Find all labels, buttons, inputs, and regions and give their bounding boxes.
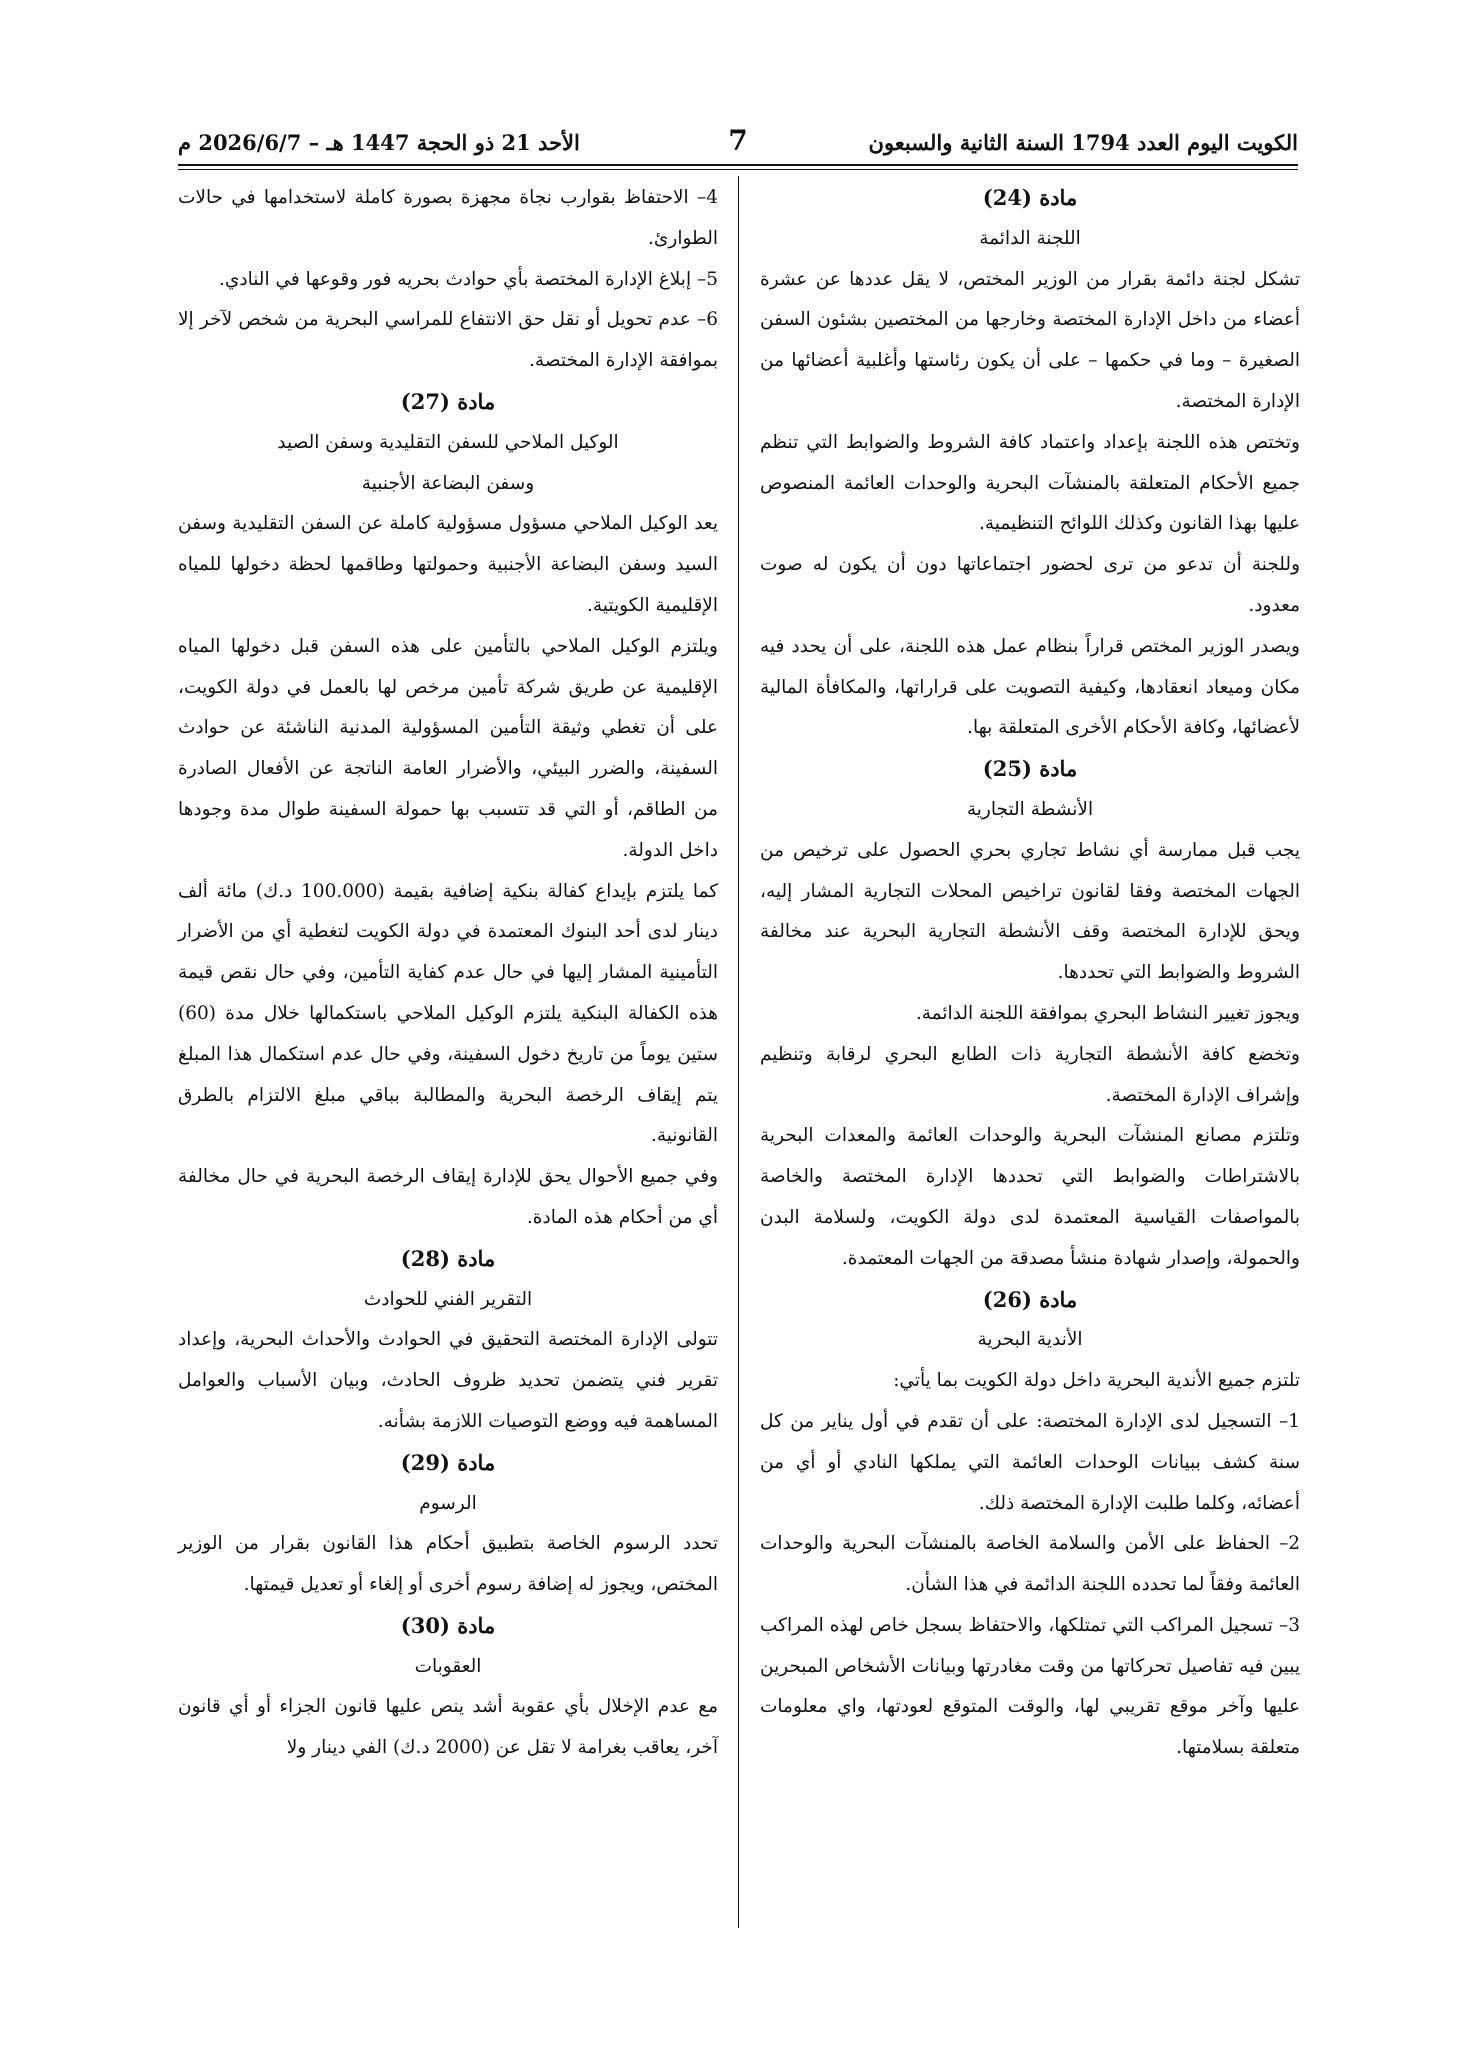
paragraph: ويجوز تغيير النشاط البحري بموافقة اللجنة الدائمة.	[915, 1002, 1300, 1024]
paragraph: وتخضع كافة الأنشطة التجارية ذات الطابع البحري لرقابة وتنظيم وإشراف الإدارة المختصة.	[760, 1043, 1300, 1106]
article-title: التقرير الفني للحوادث	[363, 1288, 533, 1310]
article-title: وسفن البضاعة الأجنبية	[361, 472, 535, 494]
issue-date: الأحد 21 ذو الحجة 1447 هـ – 2026/6/7 م	[178, 130, 580, 155]
paragraph: يجب قبل ممارسة أي نشاط تجاري بحري الحصول على ترخيص من الجهات المختصة وفقا لقانون تراخيص المحلات التجارية المشار إليه، ويحق للإدارة المختصة وقف الأنشطة التجارية البحرية عند مخالفة الشروط والضوابط التي تحددها.	[760, 839, 1300, 984]
page-number: 7	[728, 124, 748, 157]
article-title: العقوبات	[414, 1655, 482, 1677]
paragraph: مع عدم الإخلال بأي عقوبة أشد ينص عليها قانون الجزاء أو أي قانون آخر، يعاقب بغرامة لا تقل عن (2000 د.ك) الفي دينار ولا	[178, 1696, 718, 1759]
article-heading: مادة (24)	[982, 185, 1078, 210]
paragraph: وتختص هذه اللجنة بإعداد واعتماد كافة الشروط والضوابط التي تنظم جميع الأحكام المتعلقة بالمنشآت البحرية والوحدات العائمة المنصوص عليها بهذا القانون وكذلك اللوائح التنظيمية.	[760, 431, 1300, 535]
paragraph: ويصدر الوزير المختص قراراً بنظام عمل هذه اللجنة، على أن يحدد فيه مكان وميعاد انعقادها، وكيفية التصويت على قراراتها، والمكافأة المالية لأعضائها، وكافة الأحكام الأخرى المتعلقة بها.	[760, 635, 1300, 739]
paragraph: 3– تسجيل المراكب التي تمتلكها، والاحتفاظ بسجل خاص لهذه المراكب يبين فيه تفاصيل تحركاتها من وقت مغادرتها وبيانات الأشخاص المبحرين عليها وآخر موقع تقريبي لها، والوقت المتوقع لعودتها، واي معلومات متعلقة بسلامتها.	[760, 1614, 1300, 1759]
article-heading: مادة (27)	[400, 388, 496, 414]
article-heading: مادة (26)	[982, 1286, 1078, 1312]
paragraph: تتولى الإدارة المختصة التحقيق في الحوادث والأحداث البحرية، وإعداد تقرير فني يتضمن تحديد ظروف الحادث، وبيان الأسباب والعوامل المساهمة فيه ووضع التوصيات اللازمة بشأنه.	[178, 1329, 718, 1432]
paragraph: 6– عدم تحويل أو نقل حق الانتفاع للمراسي البحرية من شخص لآخر إلا بموافقة الإدارة المختصة.	[178, 309, 718, 372]
header-divider-thin	[178, 169, 1298, 170]
article-title: الوكيل الملاحي للسفن التقليدية وسفن الصيد	[277, 431, 619, 453]
article-heading: مادة (28)	[400, 1245, 496, 1271]
article-heading: مادة (29)	[400, 1449, 496, 1475]
article-title: اللجنة الدائمة	[979, 227, 1081, 249]
column-divider	[738, 176, 739, 1928]
paragraph: وللجنة أن تدعو من ترى لحضور اجتماعاتها دون أن يكون له صوت معدود.	[760, 554, 1300, 616]
paragraph: تلتزم جميع الأندية البحرية داخل دولة الكويت بما يأتي:	[893, 1370, 1300, 1392]
gazette-issue-info: الكويت اليوم العدد 1794 السنة الثانية والسبعون	[868, 130, 1298, 155]
article-title: الأندية البحرية	[977, 1329, 1083, 1351]
article-title: الأنشطة التجارية	[966, 798, 1094, 820]
right-column	[760, 178, 1300, 1769]
paragraph: تشكل لجنة دائمة بقرار من الوزير المختص، لا يقل عددها عن عشرة أعضاء من داخل الإدارة المختصة وخارجها من المختصين بشئون السفن الصغيرة – وما في حكمها – على أن يكون رئاستها وأغلبية أعضائها من الإدارة المختصة.	[760, 268, 1300, 412]
paragraph: وتلتزم مصانع المنشآت البحرية والوحدات العائمة والمعدات البحرية بالاشتراطات والضوابط التي تحددها الإدارة المختصة والخاصة بالمواصفات القياسية المعتمدة لدى دولة الكويت، ولسلامة البدن والحمولة، وإصدار شهادة منشأ مصدقة من الجهات المعتمدة.	[760, 1125, 1300, 1269]
paragraph: وفي جميع الأحوال يحق للإدارة إيقاف الرخصة البحرية في حال مخالفة أي من أحكام هذه المادة.	[178, 1166, 718, 1228]
paragraph: 2– الحفاظ على الأمن والسلامة الخاصة بالمنشآت البحرية والوحدات العائمة وفقاً لما تحدده اللجنة الدائمة في هذا الشأن.	[760, 1533, 1300, 1596]
paragraph: 5– إبلاغ الإدارة المختصة بأي حوادث بحريه فور وقوعها في النادي.	[218, 268, 718, 290]
paragraph: يعد الوكيل الملاحي مسؤول مسؤولية كاملة عن السفن التقليدية وسفن السيد وسفن البضاعة الأجنبية وحمولتها وطاقمها لحظة دخولها للمياه الإقليمية الكويتية.	[178, 513, 718, 616]
paragraph: 1– التسجيل لدى الإدارة المختصة: على أن تقدم في أول يناير من كل سنة كشف ببيانات الوحدات العائمة التي يملكها النادي أو أي من أعضائه، وكلما طلبت الإدارة المختصة ذلك.	[760, 1410, 1300, 1514]
paragraph: 4– الاحتفاظ بقوارب نجاة مجهزة بصورة كاملة لاستخدامها في حالات الطوارئ.	[178, 187, 718, 249]
page-header	[178, 122, 1298, 160]
header-divider	[178, 164, 1298, 166]
article-heading: مادة (25)	[982, 756, 1078, 782]
left-column	[178, 178, 718, 1769]
paragraph: تحدد الرسوم الخاصة بتطبيق أحكام هذا القانون بقرار من الوزير المختص، ويجوز له إضافة رسوم أخرى أو إلغاء أو تعديل قيمتها.	[178, 1533, 718, 1596]
paragraph: ويلتزم الوكيل الملاحي بالتأمين على هذه السفن قبل دخولها المياه الإقليمية عن طريق شركة تأمين مرخص لها بالعمل في دولة الكويت، على أن تغطي وثيقة التأمين المسؤولية المدنية الناشئة عن حوادث السفينة، والضرر البيئي، والأضرار العامة الناتجة عن الأفعال الصادرة من الطاقم، أو التي قد تتسبب بها حمولة السفينة طوال مدة وجودها داخل الدولة.	[178, 635, 719, 861]
article-heading: مادة (30)	[400, 1612, 496, 1638]
article-title: الرسوم	[419, 1492, 477, 1514]
paragraph: كما يلتزم بإيداع كفالة بنكية إضافية بقيمة (100.000 د.ك) مائة ألف دينار لدى أحد البنوك المعتمدة في دولة الكويت لتغطية أي من الأضرار التأمينية المشار إليها في حال عدم كفاية التأمين، وفي حال نقص قيمة هذه الكفالة البنكية يلتزم الوكيل الملاحي باستكمالها خلال مدة (60) ستين يوماً من تاريخ دخول السفينة، وفي حال عدم استكمال هذا المبلغ يتم إيقاف الرخصة البحرية والمطالبة بباقي مبلغ الالتزام بالطرق القانونية.	[178, 880, 718, 1147]
